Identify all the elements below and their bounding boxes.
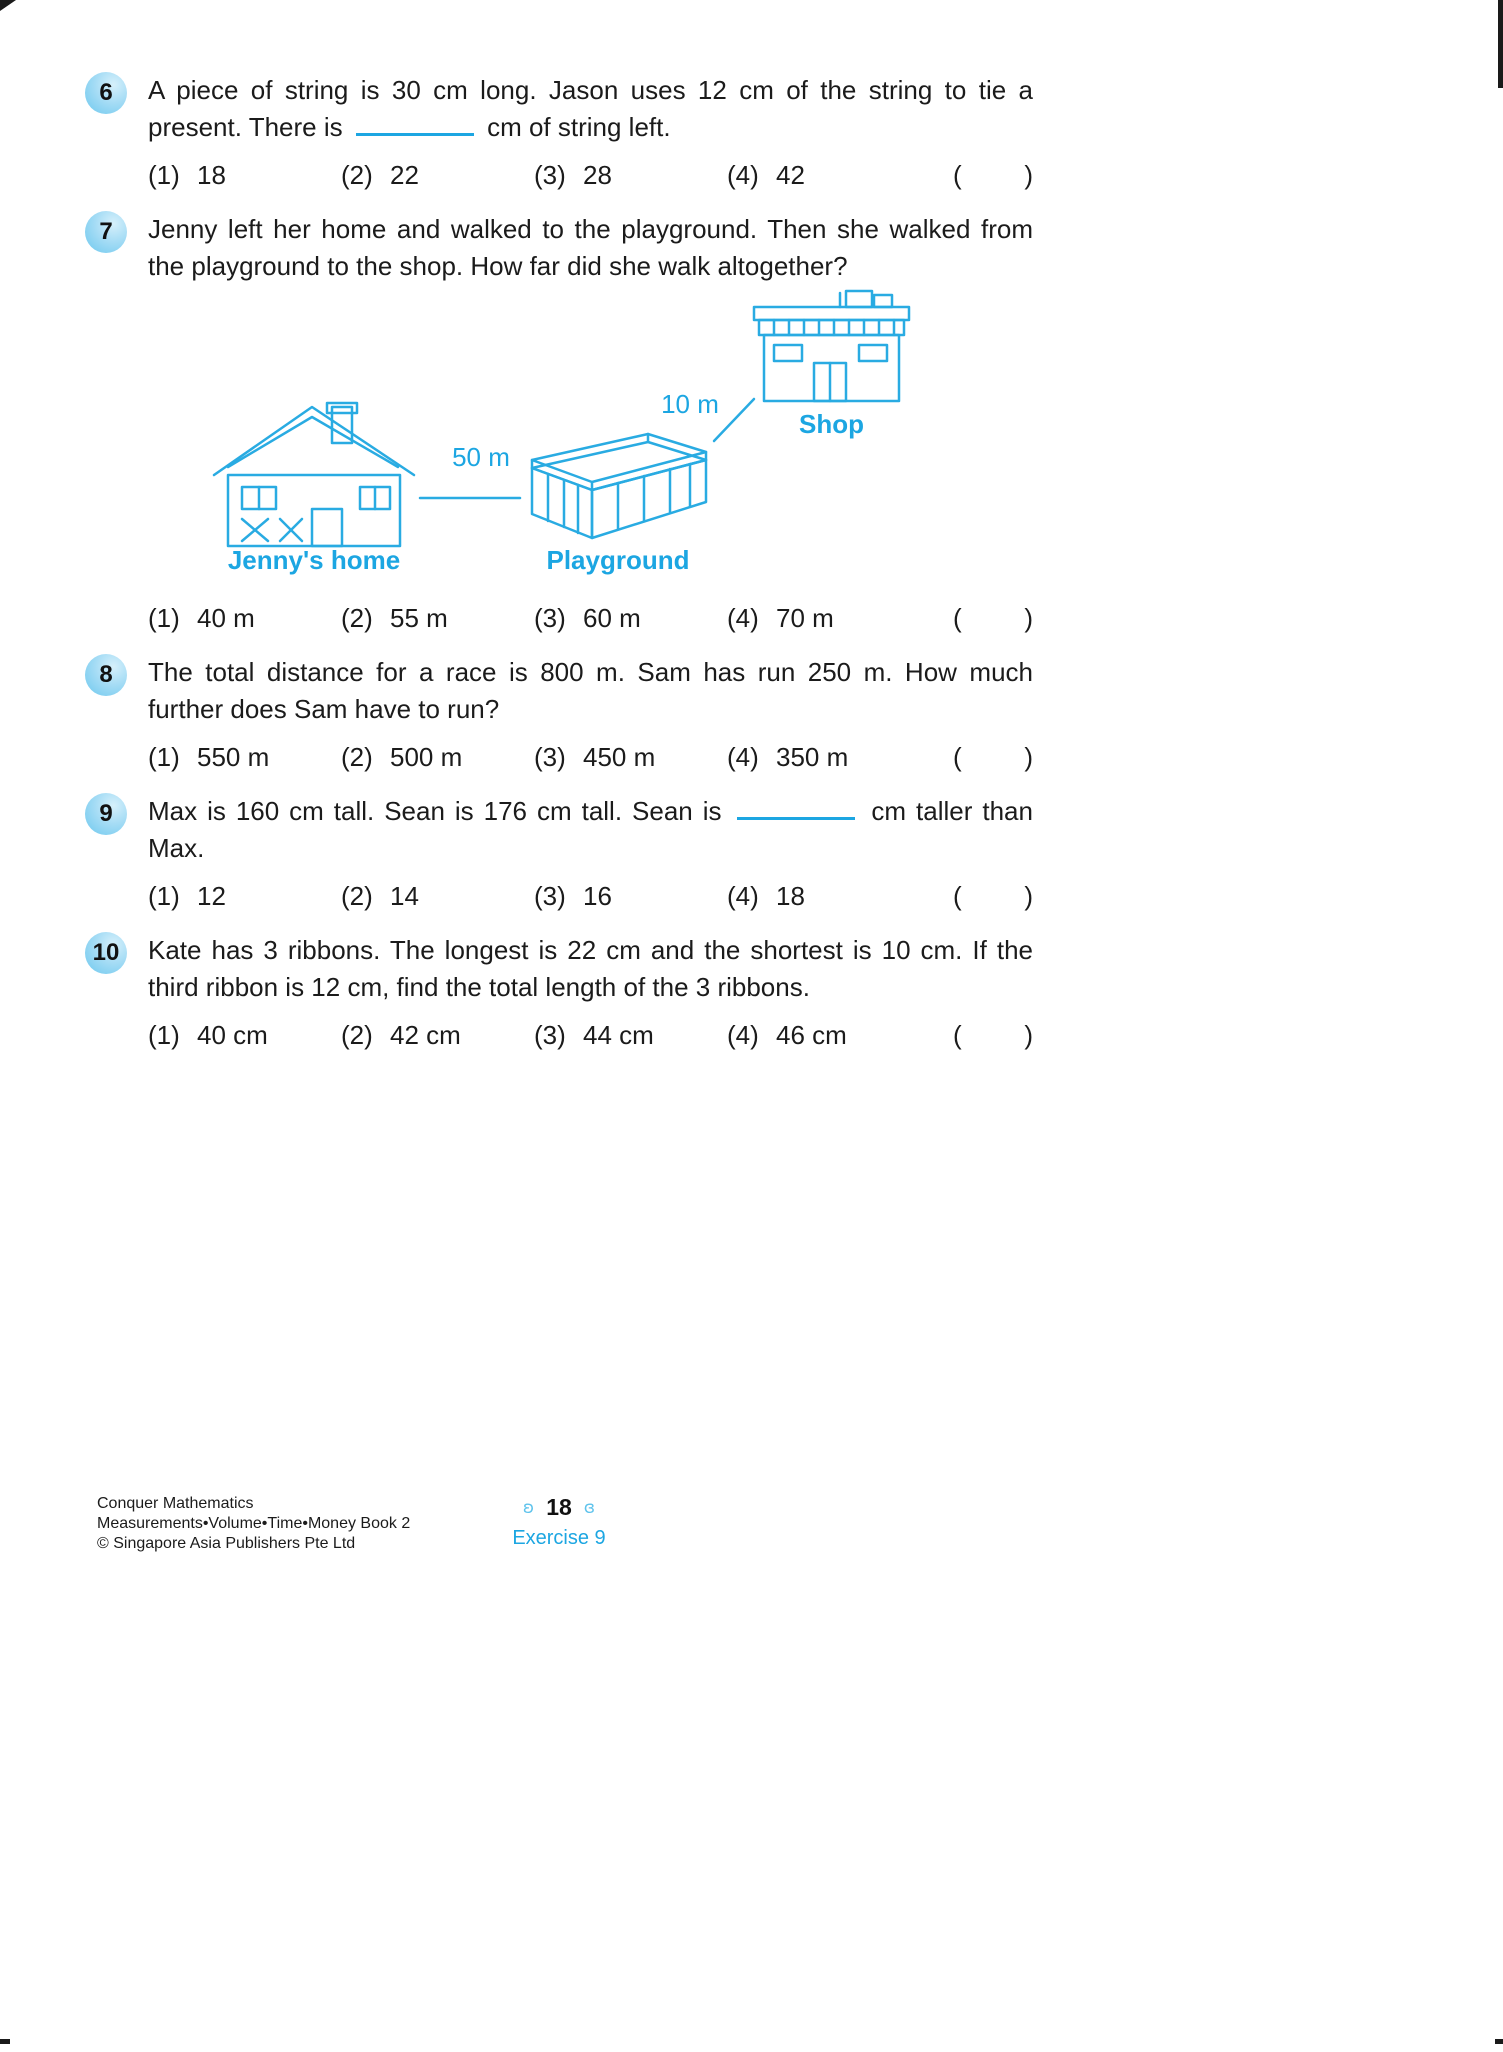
option-label: (1): [148, 160, 180, 190]
question-9-text: [148, 793, 1033, 867]
bracket-close: ): [1024, 603, 1033, 633]
bracket-open: (: [953, 160, 962, 190]
flourish-right-icon: ɞ: [583, 1497, 596, 1518]
question-text-segment: Jenny left her home and walked to the playground. Then she walked from the playground to the shop. How far did she walk altogether?: [148, 214, 1033, 281]
question-6: [85, 72, 1033, 191]
option-3: [534, 603, 727, 634]
question-8-text: [148, 654, 1033, 728]
question-9-body: [148, 793, 1033, 912]
option-value: 18: [776, 881, 805, 911]
option-label: (1): [148, 742, 180, 772]
option-2: [341, 881, 534, 912]
question-9-number-badge: [85, 793, 127, 835]
option-value: 16: [583, 881, 612, 911]
question-number: 6: [99, 79, 113, 106]
question-number: 9: [99, 800, 113, 827]
option-label: (4): [727, 1020, 759, 1050]
question-10-options: [148, 1020, 1033, 1051]
option-label: (2): [341, 160, 373, 190]
option-label: (3): [534, 160, 566, 190]
option-label: (2): [341, 742, 373, 772]
option-value: 44 cm: [583, 1020, 654, 1050]
option-4: [727, 603, 834, 634]
question-text-segment: A piece of string is 30 cm long. Jason uses 12 cm of the string to tie a present. There is: [148, 75, 1033, 142]
option-1: [148, 742, 341, 773]
option-2: [341, 160, 534, 191]
option-2: [341, 742, 534, 773]
answer-bracket: [953, 742, 1033, 773]
bracket-open: (: [953, 742, 962, 772]
question-7-text: [148, 211, 1033, 285]
option-label: (3): [534, 881, 566, 911]
option-value: 60 m: [583, 603, 641, 633]
question-10-text: [148, 932, 1033, 1006]
option-value: 42 cm: [390, 1020, 461, 1050]
question-text-segment: Kate has 3 ribbons. The longest is 22 cm and the shortest is 10 cm. If the third ribbon is 12 cm, find the total length of the 3 ribbons.: [148, 935, 1033, 1002]
option-value: 14: [390, 881, 419, 911]
option-label: (3): [534, 742, 566, 772]
page-number: 18: [546, 1494, 572, 1520]
answer-bracket: [953, 1020, 1033, 1051]
bracket-open: (: [953, 881, 962, 911]
option-label: (1): [148, 603, 180, 633]
option-3: [534, 742, 727, 773]
question-text-segment: cm of string left.: [487, 112, 671, 142]
option-3: [534, 1020, 727, 1051]
question-10-body: [148, 932, 1033, 1051]
content-column: [85, 72, 1033, 1071]
answer-bracket: [953, 603, 1033, 634]
option-label: (4): [727, 160, 759, 190]
scan-artifact-bottom-left: [0, 2039, 10, 2044]
question-6-options: [148, 160, 1033, 191]
exercise-label: Exercise 9: [512, 1527, 606, 1549]
question-10-number-badge: [85, 932, 127, 974]
option-label: (3): [534, 603, 566, 633]
question-9: [85, 793, 1033, 912]
option-value: 40 m: [197, 603, 255, 633]
option-value: 350 m: [776, 742, 849, 772]
home-label: Jenny's home: [227, 545, 401, 575]
option-value: 22: [390, 160, 419, 190]
answer-blank: [737, 813, 855, 820]
page-number-row: [85, 1494, 1033, 1521]
option-1: [148, 603, 341, 634]
bracket-close: ): [1024, 1020, 1033, 1050]
option-4: [727, 881, 805, 912]
option-2: [341, 1020, 534, 1051]
bracket-close: ): [1024, 160, 1033, 190]
option-label: (4): [727, 881, 759, 911]
answer-bracket: [953, 160, 1033, 191]
distance-label-10m: 10 m: [661, 389, 719, 419]
question-8-body: [148, 654, 1033, 773]
option-value: 500 m: [390, 742, 463, 772]
option-value: 550 m: [197, 742, 270, 772]
question-8-options: [148, 742, 1033, 773]
option-value: 28: [583, 160, 612, 190]
imprint-line: Measurements•Volume•Time•Money Book 2: [97, 1515, 411, 1532]
option-label: (1): [148, 881, 180, 911]
distance-diagram: [148, 289, 1033, 589]
shop-label: Shop: [799, 409, 864, 439]
option-value: 42: [776, 160, 805, 190]
question-8: [85, 654, 1033, 773]
scan-artifact-top-left: [0, 0, 16, 11]
question-6-body: [148, 72, 1033, 191]
question-number: 10: [92, 939, 120, 966]
option-3: [534, 881, 727, 912]
playground-illustration: [532, 434, 706, 538]
question-9-options: [148, 881, 1033, 912]
option-value: 450 m: [583, 742, 656, 772]
question-8-number-badge: [85, 654, 127, 696]
option-label: (2): [341, 603, 373, 633]
answer-blank: [356, 129, 474, 136]
imprint-line: © Singapore Asia Publishers Pte Ltd: [97, 1535, 356, 1552]
question-number: 8: [99, 661, 113, 688]
option-label: (4): [727, 742, 759, 772]
option-1: [148, 160, 341, 191]
question-number: 7: [99, 218, 113, 245]
question-10: [85, 932, 1033, 1051]
option-value: 18: [197, 160, 226, 190]
scan-artifact-bottom-right: [1495, 2039, 1503, 2044]
distance-label-50m: 50 m: [452, 442, 510, 472]
option-value: 55 m: [390, 603, 448, 633]
imprint-line: Conquer Mathematics: [97, 1495, 254, 1512]
option-label: (2): [341, 881, 373, 911]
question-6-number-badge: [85, 72, 127, 114]
question-6-text: [148, 72, 1033, 146]
option-1: [148, 1020, 341, 1051]
bracket-open: (: [953, 1020, 962, 1050]
question-7-body: [148, 211, 1033, 634]
bracket-close: ): [1024, 742, 1033, 772]
option-label: (3): [534, 1020, 566, 1050]
question-text-segment: cm taller than Max.: [148, 796, 1033, 863]
option-value: 70 m: [776, 603, 834, 633]
option-4: [727, 742, 848, 773]
option-4: [727, 1020, 847, 1051]
house-illustration: [214, 403, 414, 546]
bracket-open: (: [953, 603, 962, 633]
option-1: [148, 881, 341, 912]
question-text-segment: The total distance for a race is 800 m. Sam has run 250 m. How much further does Sam have to run?: [148, 657, 1033, 724]
option-label: (2): [341, 1020, 373, 1050]
flourish-left-icon: ʚ: [522, 1497, 535, 1518]
answer-bracket: [953, 881, 1033, 912]
shop-illustration: [754, 291, 909, 401]
question-7: [85, 211, 1033, 634]
option-label: (1): [148, 1020, 180, 1050]
option-3: [534, 160, 727, 191]
option-4: [727, 160, 805, 191]
option-2: [341, 603, 534, 634]
question-7-options: [148, 603, 1033, 634]
option-label: (4): [727, 603, 759, 633]
option-value: 12: [197, 881, 226, 911]
question-text-segment: Max is 160 cm tall. Sean is 176 cm tall. Sean is: [148, 796, 722, 826]
option-value: 40 cm: [197, 1020, 268, 1050]
playground-label: Playground: [546, 545, 690, 575]
option-value: 46 cm: [776, 1020, 847, 1050]
bracket-close: ): [1024, 881, 1033, 911]
page-footer-center: [85, 1494, 1033, 1550]
scan-artifact-top-right: [1498, 0, 1503, 88]
question-7-number-badge: [85, 211, 127, 253]
